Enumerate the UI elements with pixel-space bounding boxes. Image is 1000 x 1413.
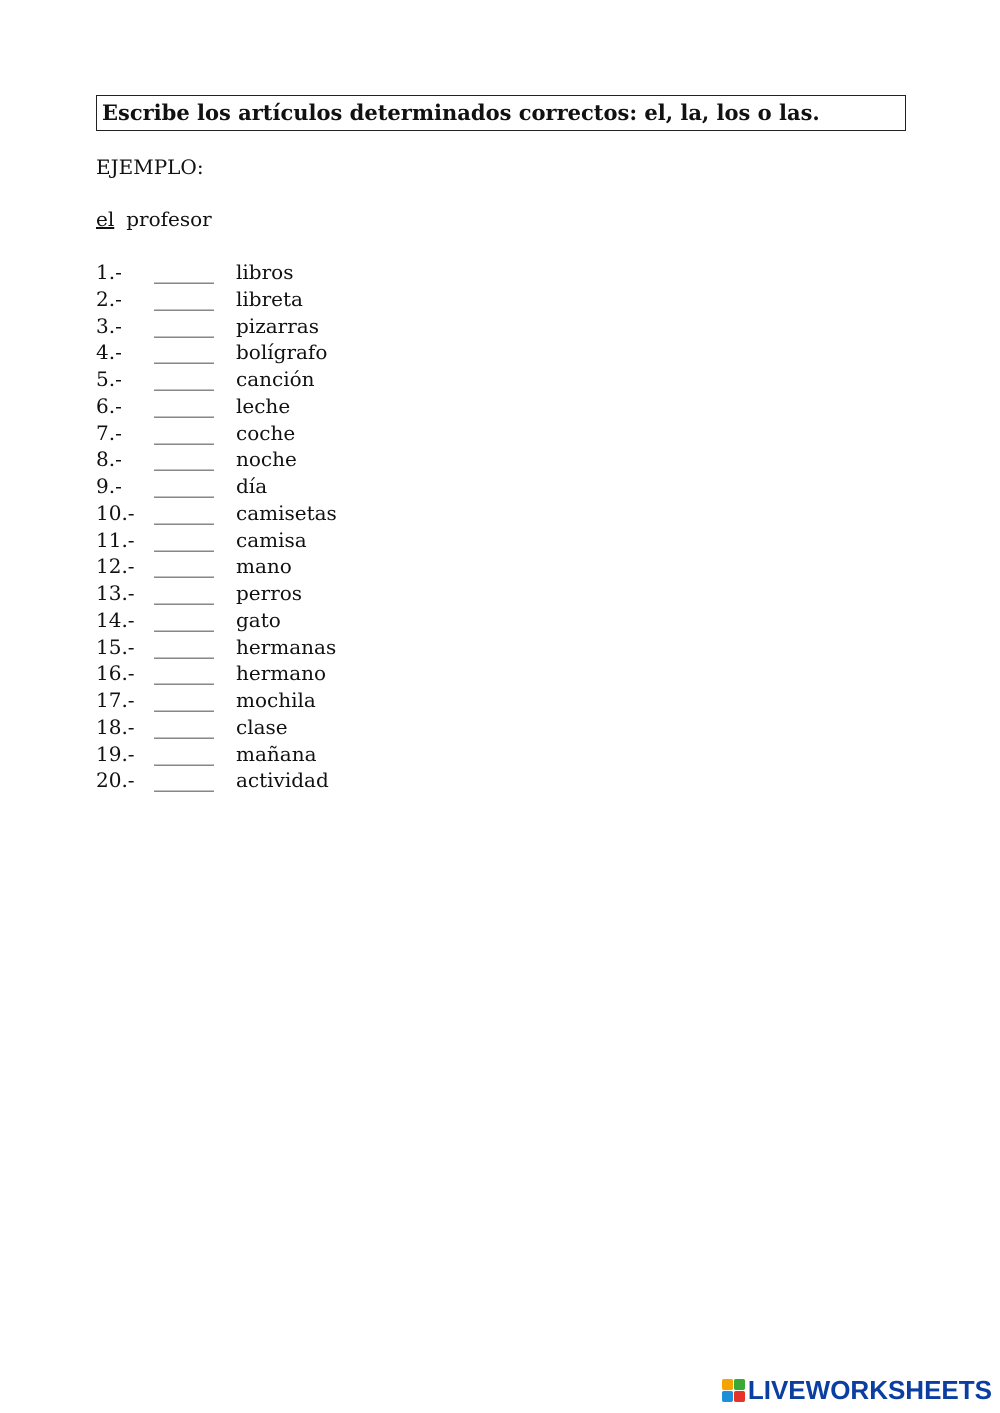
answer-blank[interactable]: ______ bbox=[154, 500, 214, 525]
logo-square-3 bbox=[722, 1391, 733, 1402]
logo-square-1 bbox=[722, 1379, 733, 1390]
item-number: 10.- bbox=[96, 500, 135, 525]
item-word: hermano bbox=[236, 661, 327, 686]
item-word: leche bbox=[236, 393, 291, 418]
answer-blank[interactable]: ______ bbox=[154, 474, 214, 498]
item-number: 2.- bbox=[96, 286, 122, 311]
item-number: 8.- bbox=[96, 447, 122, 472]
item-word: libreta bbox=[236, 286, 303, 311]
exercise-item bbox=[96, 393, 906, 420]
answer-blank[interactable]: ______ bbox=[154, 741, 214, 766]
answer-blank[interactable]: ______ bbox=[154, 688, 214, 712]
item-number: 17.- bbox=[96, 688, 135, 712]
exercise-item bbox=[96, 687, 906, 714]
item-word: gato bbox=[236, 607, 281, 632]
item-number: 9.- bbox=[96, 474, 122, 498]
exercise-item bbox=[96, 580, 906, 607]
item-word: clase bbox=[236, 714, 288, 739]
item-number: 13.- bbox=[96, 581, 135, 605]
answer-blank[interactable]: ______ bbox=[154, 393, 214, 418]
item-word: hermanas bbox=[236, 634, 337, 659]
exercise-item bbox=[96, 741, 906, 768]
example-word: profesor bbox=[126, 207, 212, 231]
watermark-text: LIVEWORKSHEETS bbox=[747, 1375, 992, 1405]
item-number: 12.- bbox=[96, 554, 135, 579]
answer-blank[interactable]: ______ bbox=[154, 634, 214, 659]
exercise-item bbox=[96, 286, 906, 313]
answer-blank[interactable]: ______ bbox=[154, 313, 214, 338]
answer-blank[interactable]: ______ bbox=[154, 286, 214, 311]
item-word: día bbox=[236, 474, 268, 498]
answer-blank[interactable]: ______ bbox=[154, 607, 214, 632]
item-word: libros bbox=[236, 260, 294, 284]
exercise-item bbox=[96, 339, 906, 366]
item-word: camisetas bbox=[236, 500, 337, 525]
answer-blank[interactable]: ______ bbox=[154, 661, 214, 686]
instruction-text: Escribe los artículos determinados correctos: el, la, los o las. bbox=[102, 100, 820, 125]
item-number: 19.- bbox=[96, 741, 135, 766]
answer-blank[interactable]: ______ bbox=[154, 527, 214, 552]
worksheet bbox=[96, 95, 906, 794]
logo-square-4 bbox=[734, 1391, 745, 1402]
exercise-item bbox=[96, 313, 906, 340]
exercise-item bbox=[96, 259, 906, 286]
item-word: mañana bbox=[236, 741, 317, 766]
liveworksheets-logo-icon bbox=[722, 1379, 745, 1402]
item-number: 5.- bbox=[96, 367, 122, 391]
item-number: 18.- bbox=[96, 714, 135, 739]
answer-blank[interactable]: ______ bbox=[154, 420, 214, 445]
exercise-item bbox=[96, 553, 906, 580]
item-word: canción bbox=[236, 367, 315, 391]
item-number: 4.- bbox=[96, 340, 122, 365]
example-article: el bbox=[96, 207, 115, 231]
liveworksheets-watermark bbox=[722, 1377, 992, 1403]
item-word: coche bbox=[236, 420, 296, 445]
item-word: noche bbox=[236, 447, 297, 472]
item-number: 15.- bbox=[96, 634, 135, 659]
example-label: EJEMPLO: bbox=[96, 155, 204, 179]
item-number: 11.- bbox=[96, 527, 135, 552]
item-number: 6.- bbox=[96, 393, 122, 418]
item-word: bolígrafo bbox=[236, 340, 328, 365]
item-word: pizarras bbox=[236, 313, 319, 338]
answer-blank[interactable]: ______ bbox=[154, 367, 214, 391]
answer-blank[interactable]: ______ bbox=[154, 340, 214, 365]
instruction-box bbox=[96, 95, 906, 131]
exercise-item bbox=[96, 446, 906, 473]
exercise-item bbox=[96, 420, 906, 447]
exercise-item bbox=[96, 634, 906, 661]
logo-square-2 bbox=[734, 1379, 745, 1390]
item-word: mano bbox=[236, 554, 292, 579]
item-number: 20.- bbox=[96, 768, 135, 793]
exercise-item bbox=[96, 366, 906, 393]
item-number: 14.- bbox=[96, 607, 135, 632]
answer-blank[interactable]: ______ bbox=[154, 714, 214, 739]
answer-blank[interactable]: ______ bbox=[154, 768, 214, 793]
exercise-item bbox=[96, 527, 906, 554]
exercise-item bbox=[96, 473, 906, 500]
item-number: 1.- bbox=[96, 260, 122, 284]
exercise-item bbox=[96, 660, 906, 687]
example-row bbox=[96, 206, 906, 232]
item-number: 3.- bbox=[96, 313, 122, 338]
item-number: 7.- bbox=[96, 420, 122, 445]
item-word: mochila bbox=[236, 688, 316, 712]
answer-blank[interactable]: ______ bbox=[154, 447, 214, 472]
item-word: perros bbox=[236, 581, 303, 605]
exercise-item bbox=[96, 714, 906, 741]
item-word: actividad bbox=[236, 768, 329, 793]
exercise-list bbox=[96, 259, 906, 794]
exercise-item bbox=[96, 767, 906, 794]
answer-blank[interactable]: ______ bbox=[154, 581, 214, 605]
answer-blank[interactable]: ______ bbox=[154, 260, 214, 284]
item-word: camisa bbox=[236, 527, 307, 552]
exercise-item bbox=[96, 500, 906, 527]
exercise-item bbox=[96, 607, 906, 634]
answer-blank[interactable]: ______ bbox=[154, 554, 214, 579]
item-number: 16.- bbox=[96, 661, 135, 686]
